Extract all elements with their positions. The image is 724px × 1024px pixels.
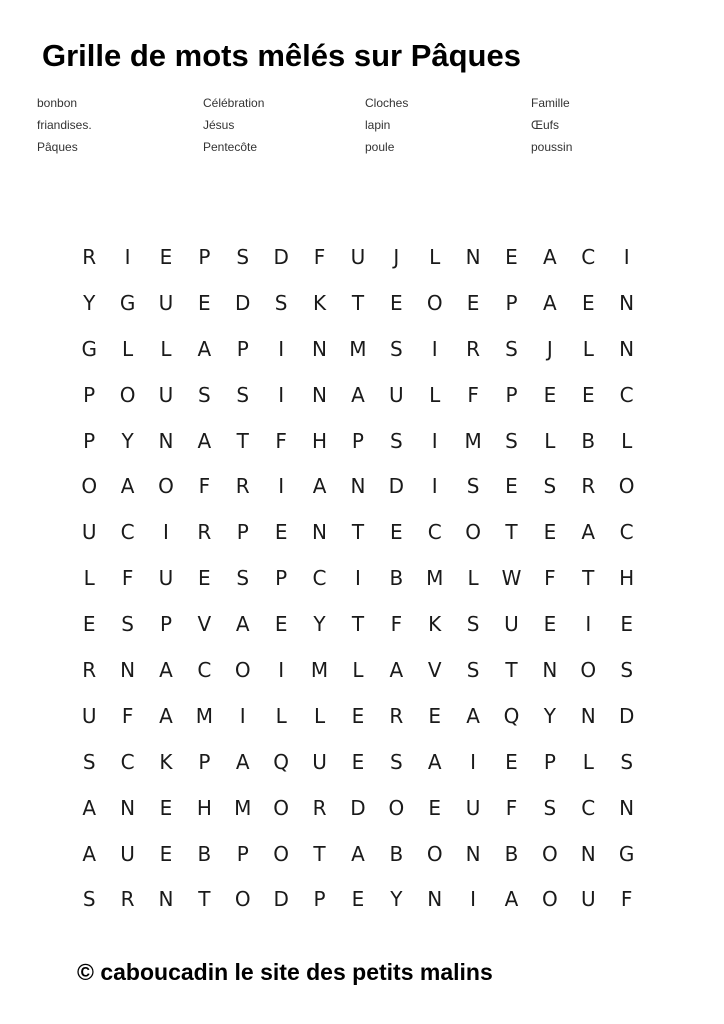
grid-cell[interactable]: I: [623, 244, 630, 269]
grid-cell[interactable]: H: [312, 428, 328, 453]
grid-cell[interactable]: W: [501, 566, 522, 591]
grid-cell[interactable]: U: [81, 703, 97, 728]
grid-cell[interactable]: L: [467, 566, 479, 591]
grid-cell[interactable]: U: [158, 566, 174, 591]
grid-cell[interactable]: T: [351, 520, 365, 545]
word-list-item: Cloches: [365, 96, 409, 110]
grid-cell[interactable]: T: [236, 428, 249, 453]
grid-cell[interactable]: L: [429, 382, 441, 407]
grid-cell[interactable]: S: [236, 244, 250, 269]
grid-cell[interactable]: I: [431, 428, 438, 453]
grid-cell[interactable]: B: [504, 841, 519, 866]
grid-cell[interactable]: N: [120, 657, 136, 682]
grid-cell[interactable]: E: [198, 290, 211, 315]
grid-cell[interactable]: F: [390, 612, 403, 637]
grid-cell[interactable]: A: [427, 749, 442, 774]
grid-cell[interactable]: E: [159, 795, 173, 820]
grid-cell[interactable]: G: [618, 841, 635, 866]
word-list-item: poussin: [531, 140, 573, 154]
grid-cell[interactable]: L: [582, 336, 594, 361]
grid-cell[interactable]: O: [119, 382, 136, 407]
grid-cell[interactable]: E: [428, 795, 442, 820]
grid-cell[interactable]: P: [236, 841, 249, 866]
grid-cell[interactable]: I: [239, 703, 246, 728]
grid-cell[interactable]: D: [350, 795, 366, 820]
grid-cell[interactable]: O: [618, 474, 635, 499]
grid-cell[interactable]: C: [197, 657, 212, 682]
grid-cell[interactable]: A: [581, 520, 596, 545]
grid-cell[interactable]: I: [354, 566, 361, 591]
grid-cell[interactable]: E: [390, 290, 403, 315]
grid-cell[interactable]: Y: [390, 887, 403, 912]
grid-cell[interactable]: U: [120, 841, 135, 866]
grid-cell[interactable]: E: [351, 703, 365, 728]
grid-cell[interactable]: I: [163, 520, 169, 545]
grid-cell[interactable]: N: [158, 887, 174, 912]
word-list-item: Œufs: [531, 118, 560, 132]
grid-cell[interactable]: R: [120, 887, 135, 912]
grid-cell[interactable]: V: [197, 612, 212, 637]
grid-cell[interactable]: A: [235, 612, 250, 637]
grid-cell[interactable]: S: [543, 795, 557, 820]
grid-cell[interactable]: E: [505, 244, 518, 269]
grid-cell[interactable]: S: [82, 887, 96, 912]
grid-cell[interactable]: P: [198, 244, 211, 269]
grid-cell[interactable]: E: [543, 612, 557, 637]
grid-cell[interactable]: P: [313, 887, 326, 912]
grid-cell[interactable]: S: [198, 382, 211, 407]
grid-cell[interactable]: P: [83, 428, 96, 453]
grid-cell[interactable]: L: [544, 428, 556, 453]
word-list-item: Famille: [531, 96, 570, 110]
word-list-item: Jésus: [203, 118, 235, 132]
grid-cell[interactable]: S: [389, 749, 403, 774]
grid-cell[interactable]: V: [427, 657, 442, 682]
grid-cell[interactable]: G: [119, 290, 136, 315]
grid-cell[interactable]: A: [543, 244, 557, 269]
grid-cell[interactable]: H: [619, 566, 635, 591]
grid-cell[interactable]: F: [275, 428, 287, 453]
grid-cell[interactable]: E: [159, 244, 173, 269]
grid-cell[interactable]: H: [196, 795, 212, 820]
grid-cell[interactable]: C: [581, 244, 596, 269]
grid-cell[interactable]: J: [393, 244, 400, 269]
copyright-footer: © caboucadin le site des petits malins: [77, 959, 493, 985]
grid-cell[interactable]: B: [197, 841, 212, 866]
grid-cell[interactable]: O: [273, 841, 290, 866]
grid-cell[interactable]: N: [312, 382, 328, 407]
grid-cell[interactable]: R: [235, 474, 250, 499]
grid-cell[interactable]: M: [464, 428, 482, 453]
grid-cell[interactable]: I: [124, 244, 131, 269]
grid-cell[interactable]: C: [312, 566, 327, 591]
grid-cell[interactable]: M: [234, 795, 252, 820]
grid-cell[interactable]: N: [312, 336, 328, 361]
grid-cell[interactable]: N: [465, 244, 481, 269]
grid-cell[interactable]: E: [274, 612, 288, 637]
grid-cell[interactable]: E: [505, 474, 518, 499]
grid-cell[interactable]: P: [505, 382, 518, 407]
grid-cell[interactable]: A: [235, 749, 250, 774]
grid-cell[interactable]: Q: [273, 749, 290, 774]
grid-cell[interactable]: S: [466, 657, 480, 682]
grid-cell[interactable]: A: [543, 290, 557, 315]
grid-cell[interactable]: S: [121, 612, 134, 637]
grid-cell[interactable]: K: [312, 290, 327, 315]
grid-cell[interactable]: N: [465, 841, 481, 866]
grid-cell[interactable]: S: [236, 382, 250, 407]
grid-cell[interactable]: R: [82, 657, 97, 682]
grid-cell[interactable]: S: [543, 474, 557, 499]
grid-cell[interactable]: U: [580, 887, 596, 912]
grid-cell[interactable]: E: [351, 887, 365, 912]
word-list-item: friandises.: [37, 118, 92, 132]
grid-cell[interactable]: R: [466, 336, 481, 361]
grid-cell[interactable]: L: [582, 749, 594, 774]
grid-cell[interactable]: D: [618, 703, 635, 728]
grid-cell[interactable]: C: [427, 520, 442, 545]
grid-cell[interactable]: A: [197, 336, 212, 361]
grid-cell[interactable]: N: [158, 428, 174, 453]
grid-cell[interactable]: P: [198, 749, 211, 774]
grid-cell[interactable]: M: [426, 566, 444, 591]
grid-cell[interactable]: S: [82, 749, 96, 774]
grid-cell[interactable]: P: [275, 566, 288, 591]
grid-cell[interactable]: R: [82, 244, 97, 269]
grid-cell[interactable]: E: [581, 382, 595, 407]
grid-cell[interactable]: R: [312, 795, 327, 820]
grid-cell[interactable]: I: [470, 887, 477, 912]
grid-cell[interactable]: T: [582, 566, 595, 591]
grid-cell[interactable]: L: [352, 657, 364, 682]
grid-cell[interactable]: P: [351, 428, 364, 453]
grid-cell[interactable]: M: [349, 336, 367, 361]
grid-cell[interactable]: E: [274, 520, 288, 545]
grid-cell[interactable]: N: [580, 703, 596, 728]
word-list-item: Pâques: [37, 140, 78, 154]
grid-cell[interactable]: S: [466, 612, 480, 637]
grid-cell[interactable]: U: [389, 382, 404, 407]
grid-cell[interactable]: U: [465, 795, 481, 820]
grid-cell[interactable]: I: [278, 382, 285, 407]
word-list-item: Pentecôte: [203, 140, 258, 154]
grid-cell[interactable]: S: [466, 474, 480, 499]
grid-cell[interactable]: T: [351, 290, 365, 315]
grid-cell[interactable]: O: [81, 474, 98, 499]
grid-cell[interactable]: S: [389, 336, 403, 361]
grid-cell[interactable]: C: [120, 749, 135, 774]
grid-cell[interactable]: A: [389, 657, 404, 682]
grid-cell[interactable]: F: [313, 244, 326, 269]
grid-cell[interactable]: E: [351, 749, 365, 774]
grid-cell[interactable]: L: [621, 428, 633, 453]
grid-cell[interactable]: E: [159, 841, 173, 866]
grid-cell[interactable]: O: [426, 290, 443, 315]
grid-cell[interactable]: E: [428, 703, 442, 728]
grid-cell[interactable]: G: [81, 336, 97, 361]
grid-cell[interactable]: N: [580, 841, 596, 866]
grid-cell[interactable]: A: [82, 841, 97, 866]
grid-cell[interactable]: F: [198, 474, 211, 499]
grid-cell[interactable]: L: [275, 703, 287, 728]
grid-cell[interactable]: E: [581, 290, 595, 315]
grid-cell[interactable]: F: [505, 795, 518, 820]
grid-cell[interactable]: E: [198, 566, 211, 591]
grid-cell[interactable]: S: [620, 657, 634, 682]
grid-cell[interactable]: R: [197, 520, 212, 545]
grid-cell[interactable]: B: [389, 566, 404, 591]
grid-cell[interactable]: L: [429, 244, 441, 269]
grid-cell[interactable]: N: [427, 887, 443, 912]
grid-cell[interactable]: K: [428, 612, 442, 637]
grid-cell[interactable]: I: [278, 657, 285, 682]
grid-cell[interactable]: C: [581, 795, 596, 820]
grid-cell[interactable]: U: [81, 520, 97, 545]
grid-cell[interactable]: I: [431, 474, 438, 499]
grid-cell[interactable]: A: [120, 474, 135, 499]
grid-cell[interactable]: P: [159, 612, 172, 637]
grid-cell[interactable]: S: [274, 290, 288, 315]
grid-cell[interactable]: L: [122, 336, 134, 361]
grid-cell[interactable]: S: [620, 749, 634, 774]
grid-cell[interactable]: F: [544, 566, 556, 591]
grid-cell[interactable]: R: [389, 703, 404, 728]
grid-cell[interactable]: U: [350, 244, 366, 269]
grid-cell[interactable]: T: [198, 887, 211, 912]
grid-cell[interactable]: O: [388, 795, 405, 820]
grid-cell[interactable]: M: [310, 657, 329, 682]
grid-cell[interactable]: L: [83, 566, 95, 591]
grid-cell[interactable]: P: [543, 749, 556, 774]
grid-cell[interactable]: I: [585, 612, 592, 637]
grid-cell[interactable]: O: [542, 841, 558, 866]
grid-cell[interactable]: A: [351, 382, 365, 407]
grid-cell[interactable]: A: [312, 474, 327, 499]
grid-cell[interactable]: P: [236, 336, 249, 361]
grid-cell[interactable]: N: [312, 520, 328, 545]
grid-cell[interactable]: A: [159, 703, 173, 728]
word-list-item: bonbon: [37, 96, 78, 110]
grid-cell[interactable]: A: [197, 428, 212, 453]
grid-cell[interactable]: T: [351, 612, 365, 637]
grid-cell[interactable]: R: [581, 474, 596, 499]
grid-cell[interactable]: Y: [313, 612, 326, 637]
grid-cell[interactable]: E: [390, 520, 403, 545]
grid-cell[interactable]: J: [546, 336, 553, 361]
grid-cell[interactable]: L: [313, 703, 326, 728]
grid-cell[interactable]: Y: [83, 290, 96, 315]
grid-cell[interactable]: S: [505, 428, 518, 453]
grid-cell[interactable]: F: [620, 887, 633, 912]
grid-cell[interactable]: A: [82, 795, 97, 820]
grid-cell[interactable]: P: [505, 290, 518, 315]
grid-cell[interactable]: A: [504, 887, 519, 912]
grid-cell[interactable]: U: [312, 749, 327, 774]
grid-cell[interactable]: F: [121, 566, 134, 591]
grid-cell[interactable]: Y: [121, 428, 134, 453]
grid-cell[interactable]: N: [619, 795, 635, 820]
grid-cell[interactable]: D: [273, 887, 289, 912]
grid-cell[interactable]: O: [158, 474, 174, 499]
grid-cell[interactable]: O: [234, 887, 251, 912]
grid-cell[interactable]: K: [159, 749, 173, 774]
grid-cell[interactable]: E: [505, 749, 518, 774]
grid-cell[interactable]: O: [234, 657, 251, 682]
grid-cell[interactable]: I: [278, 336, 285, 361]
grid-cell[interactable]: O: [542, 887, 558, 912]
grid-cell[interactable]: T: [505, 520, 518, 545]
grid-cell[interactable]: D: [388, 474, 405, 499]
grid-cell[interactable]: A: [159, 657, 173, 682]
grid-cell[interactable]: P: [236, 520, 249, 545]
grid-cell[interactable]: T: [505, 657, 518, 682]
grid-cell[interactable]: M: [195, 703, 213, 728]
grid-cell[interactable]: N: [350, 474, 366, 499]
grid-cell[interactable]: A: [466, 703, 480, 728]
grid-cell[interactable]: O: [273, 795, 290, 820]
grid-cell[interactable]: I: [278, 474, 285, 499]
grid-cell[interactable]: E: [82, 612, 96, 637]
grid-cell[interactable]: S: [236, 566, 250, 591]
grid-cell[interactable]: C: [120, 520, 135, 545]
grid-cell[interactable]: C: [619, 520, 634, 545]
word-list-item: poule: [365, 140, 395, 154]
grid-cell[interactable]: O: [580, 657, 597, 682]
grid-cell[interactable]: D: [273, 244, 289, 269]
grid-cell[interactable]: U: [504, 612, 519, 637]
grid-cell[interactable]: B: [389, 841, 404, 866]
word-list-item: Célébration: [203, 96, 265, 110]
grid-cell[interactable]: U: [158, 382, 174, 407]
grid-cell[interactable]: S: [505, 336, 518, 361]
letter-grid: [70, 234, 646, 924]
grid-cell[interactable]: U: [158, 290, 174, 315]
word-list-item: lapin: [365, 118, 391, 132]
grid-cell[interactable]: S: [389, 428, 403, 453]
grid-cell[interactable]: P: [83, 382, 96, 407]
grid-cell[interactable]: B: [581, 428, 596, 453]
grid-cell[interactable]: I: [470, 749, 477, 774]
grid-cell[interactable]: I: [431, 336, 438, 361]
grid-cell[interactable]: L: [160, 336, 172, 361]
grid-cell[interactable]: F: [467, 382, 479, 407]
grid-cell[interactable]: N: [542, 657, 558, 682]
grid-cell[interactable]: Y: [543, 703, 556, 728]
page-title: Grille de mots mêlés sur Pâques: [42, 38, 521, 73]
grid-cell[interactable]: E: [543, 520, 557, 545]
grid-cell[interactable]: E: [466, 290, 480, 315]
grid-cell[interactable]: C: [619, 382, 634, 407]
grid-cell[interactable]: N: [619, 336, 635, 361]
grid-cell[interactable]: O: [465, 520, 481, 545]
grid-cell[interactable]: E: [620, 612, 633, 637]
grid-cell[interactable]: N: [619, 290, 635, 315]
word-list: [37, 96, 697, 166]
grid-cell[interactable]: D: [235, 290, 251, 315]
grid-cell[interactable]: O: [426, 841, 443, 866]
grid-cell[interactable]: E: [543, 382, 557, 407]
grid-cell[interactable]: N: [120, 795, 136, 820]
grid-cell[interactable]: Q: [503, 703, 520, 728]
grid-cell[interactable]: T: [313, 841, 326, 866]
grid-cell[interactable]: A: [351, 841, 365, 866]
grid-cell[interactable]: F: [121, 703, 134, 728]
